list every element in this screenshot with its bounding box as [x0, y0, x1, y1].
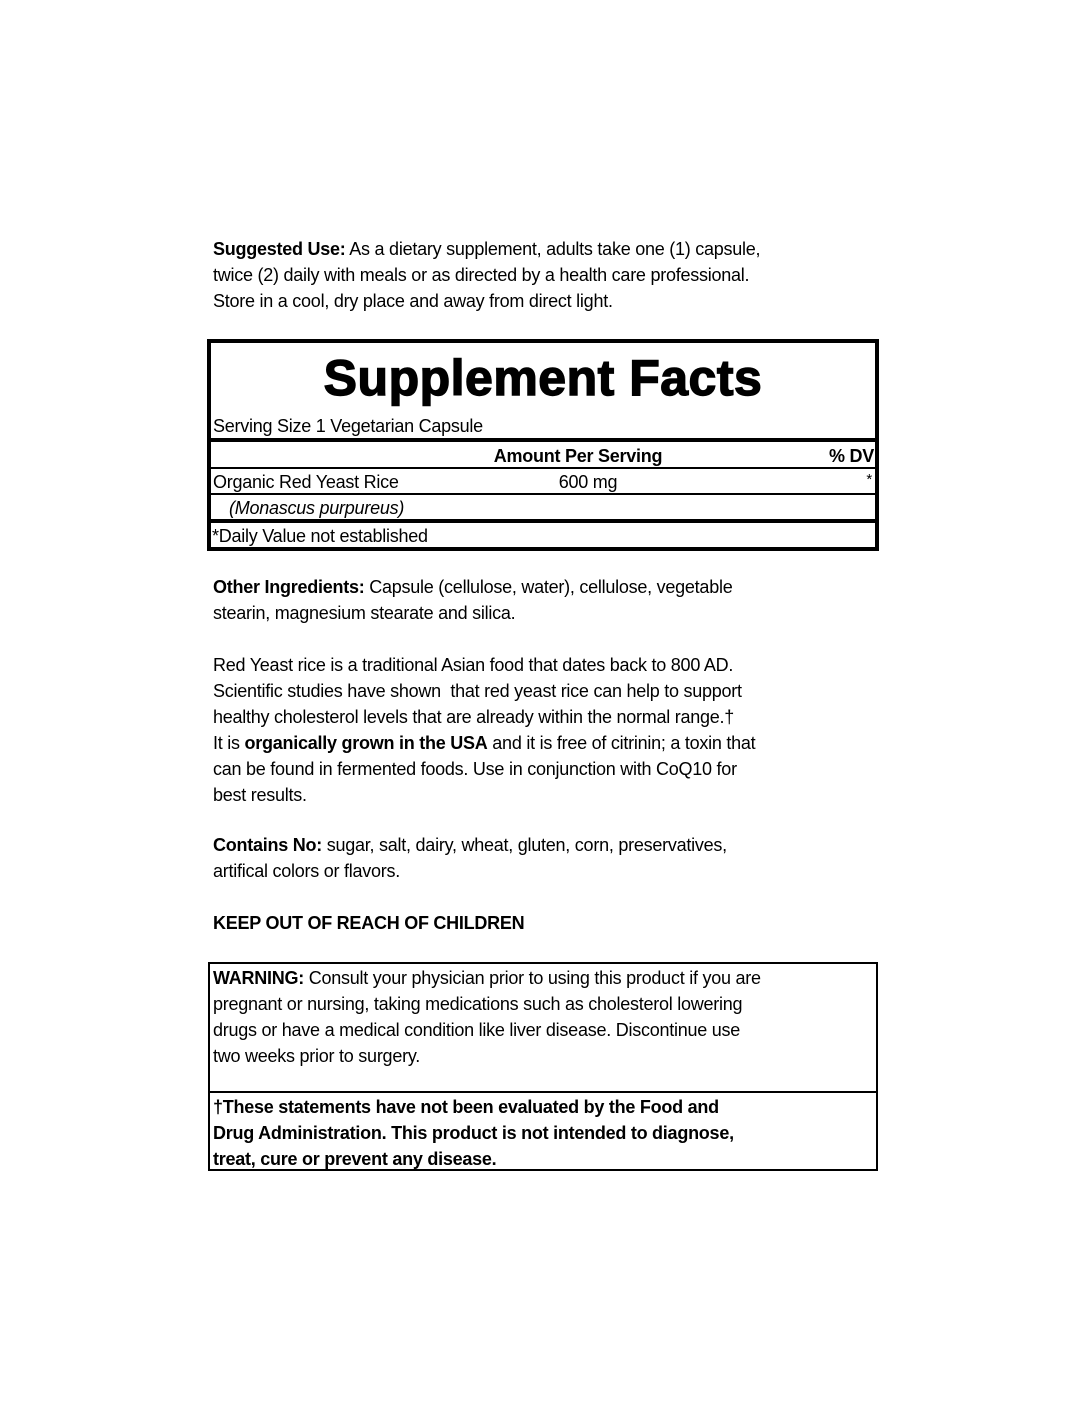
contains-no-label: Contains No: [213, 835, 322, 855]
contains-no-text: sugar, salt, dairy, wheat, gluten, corn, preservatives, [322, 835, 727, 855]
suggested-use-section [213, 236, 853, 314]
suggested-use-line-1 [213, 236, 853, 262]
ingredient-dv: * [866, 471, 872, 488]
contains-no-line-1 [213, 832, 853, 858]
other-ingredients-label: Other Ingredients: [213, 577, 365, 597]
facts-footnote-row [211, 524, 875, 548]
warning-label: WARNING: [213, 968, 304, 988]
description-line-4-prefix: It is [213, 733, 245, 753]
warning-box [208, 962, 878, 1171]
contains-no-section [213, 832, 853, 884]
other-ingredients-line-1 [213, 574, 853, 600]
contains-no-line-2: artifical colors or flavors. [213, 861, 401, 881]
warning-line-1 [213, 965, 872, 991]
serving-size: Serving Size 1 Vegetarian Capsule [213, 416, 483, 436]
ingredient-latin-row [211, 496, 875, 520]
warning-divider [210, 1091, 876, 1093]
other-ingredients-line-2: stearin, magnesium stearate and silica. [213, 603, 516, 623]
description-line-4-suffix: and it is free of citrinin; a toxin that [487, 733, 756, 753]
description-line-6: best results. [213, 785, 307, 805]
fda-disclaimer-line-1: †These statements have not been evaluated by the Food and [213, 1097, 719, 1117]
suggested-use-label: Suggested Use: [213, 239, 346, 259]
thin-divider [211, 493, 875, 495]
dv-header: % DV [828, 446, 874, 466]
ingredient-name: Organic Red Yeast Rice [213, 472, 399, 492]
thick-divider [211, 519, 875, 523]
thick-divider [211, 438, 875, 442]
suggested-use-text: As a dietary supplement, adults take one (1) capsule, [345, 239, 761, 259]
description-line-5: can be found in fermented foods. Use in conjunction with CoQ10 for [213, 759, 737, 779]
warning-text: Consult your physician prior to using this product if you are [304, 968, 761, 988]
fda-disclaimer-section [213, 1094, 872, 1172]
description-line-3: healthy cholesterol levels that are already within the normal range.† [213, 707, 735, 727]
supplement-facts-title: Supplement Facts [323, 350, 763, 406]
supplement-facts-panel [207, 339, 879, 551]
fda-disclaimer-line-3: treat, cure or prevent any disease. [213, 1149, 497, 1169]
warning-line-4: two weeks prior to surgery. [213, 1046, 420, 1066]
keep-out-text: KEEP OUT OF REACH OF CHILDREN [213, 913, 525, 933]
other-ingredients-text: Capsule (cellulose, water), cellulose, vegetable [364, 577, 733, 597]
warning-section [213, 965, 872, 1069]
ingredient-amount: 600 mg [558, 472, 618, 492]
fda-disclaimer-line-2: Drug Administration. This product is not intended to diagnose, [213, 1123, 734, 1143]
keep-out-of-reach-notice [213, 910, 853, 936]
amount-per-serving-header: Amount Per Serving [493, 446, 663, 466]
daily-value-footnote: *Daily Value not established [212, 526, 428, 546]
description-section [213, 652, 853, 808]
description-line-2: Scientific studies have shown that red yeast rice can help to support [213, 681, 742, 701]
facts-header-row [211, 443, 875, 469]
warning-line-2: pregnant or nursing, taking medications such as cholesterol lowering [213, 994, 743, 1014]
description-line-1: Red Yeast rice is a traditional Asian food that dates back to 800 AD. [213, 655, 734, 675]
suggested-use-line-3: Store in a cool, dry place and away from direct light. [213, 291, 613, 311]
warning-line-3: drugs or have a medical condition like liver disease. Discontinue use [213, 1020, 741, 1040]
thin-divider [211, 467, 875, 469]
ingredient-row [211, 470, 875, 495]
other-ingredients-section [213, 574, 853, 626]
description-line-4 [213, 730, 853, 756]
organically-grown-emphasis: organically grown in the USA [244, 733, 488, 753]
suggested-use-line-2: twice (2) daily with meals or as directed by a health care professional. [213, 265, 750, 285]
ingredient-latin-name: (Monascus purpureus) [229, 498, 405, 518]
